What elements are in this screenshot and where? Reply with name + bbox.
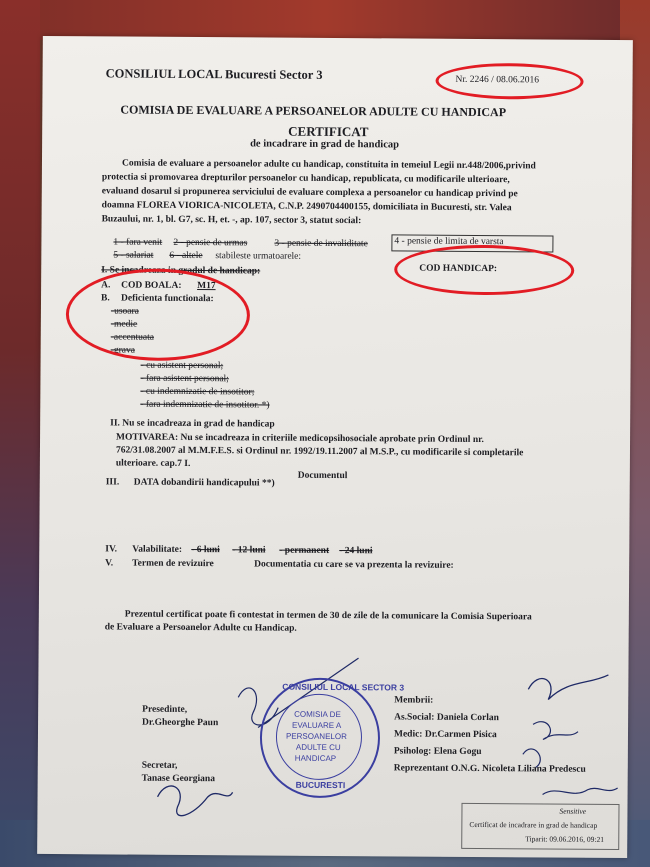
certificate-title: CERTIFICAT xyxy=(288,123,369,140)
red-annotation-cod-boala xyxy=(66,268,251,361)
stamp-ring-bottom: BUCURESTI xyxy=(295,779,346,791)
intro-line-3: evaluand dosarul si propunerea serviciului de evaluare complexa a persoanelor cu handicap privind pe xyxy=(101,186,518,200)
contest-line-2: de Evaluare a Persoanelor Adulte cu Handicap. xyxy=(104,622,297,634)
footer-printed: Tiparit: 09.06.2016, 09:21 xyxy=(525,834,605,844)
status-pensie-invaliditate: 3 - pensie de invaliditate xyxy=(274,238,368,250)
section2-heading: II. Nu se incadreaza in grad de handicap xyxy=(110,418,275,430)
status-pensie-varsta: 4 - pensie de limita de varsta xyxy=(394,236,504,248)
intro-line-5: Buzaului, nr. 1, bl. G7, sc. H, et. -, ap. 107, sector 3, statut social: xyxy=(101,214,362,227)
section1-heading: I. Se incadreaza in gradul de handicap: xyxy=(101,265,261,277)
stamp-line-4: ADULTE CU xyxy=(295,742,341,753)
stamp-line-3: PERSOANELOR xyxy=(285,731,347,742)
stamp-line-5: HANDICAP xyxy=(294,753,337,764)
level-grava: -grava xyxy=(110,345,135,356)
stamp-ring-top: CONSILIUL LOCAL SECTOR 3 xyxy=(282,681,405,693)
assist-cu-asistent: - cu asistent personal; xyxy=(140,360,224,372)
section5-label: V. xyxy=(105,558,114,569)
certificate-paper xyxy=(37,36,633,858)
secretar-label: Secretar, xyxy=(141,760,178,771)
member-medic: Medic: Dr.Carmen Pisica xyxy=(393,729,497,741)
member-as-social: As.Social: Daniela Corlan xyxy=(394,712,499,724)
intro-line-4: doamna FLOREA VIORICA-NICOLETA, C.N.P. 2490704400155, domiciliata in Bucuresti, str. Valea xyxy=(101,200,512,214)
valabilitate-24-luni: - 24 luni xyxy=(339,546,373,557)
footer-sensitive: Sensitive xyxy=(559,806,587,816)
section3-label: III. xyxy=(105,477,120,488)
background-carpet-left xyxy=(0,0,40,867)
level-accentuata: -accentuata xyxy=(110,332,155,343)
member-reprezentant-ong: Reprezentant O.N.G. Nicoleta Liliana Predescu xyxy=(393,763,586,775)
document-number: Nr. 2246 / 08.06.2016 xyxy=(455,74,539,86)
cod-boala-label: COD BOALA: xyxy=(121,280,182,291)
assist-cu-indemnizatie: - cu indemnizatie de insotitor; xyxy=(140,386,255,398)
status-altele: 6 - altele xyxy=(169,250,203,262)
data-dobandirii: DATA dobandirii handicapului **) xyxy=(133,477,275,489)
status-salariat: 5 - salariat xyxy=(113,250,154,261)
valabilitate-6-luni: - 6 luni xyxy=(191,544,220,556)
assist-fara-asistent: - fara asistent personal; xyxy=(140,373,229,385)
section-a-label: A. xyxy=(101,280,111,291)
council-header: CONSILIUL LOCAL Bucuresti Sector 3 xyxy=(105,66,323,82)
membrii-label: Membrii: xyxy=(394,695,434,706)
intro-line-2: protectia si promovarea drepturilor persoanelor cu handicap, republicata, cu modificarile ulterioare, xyxy=(101,172,510,186)
motivare-line-2: 762/31.08.2007 al M.M.F.E.S. si Ordinul nr. 1992/19.11.2007 al M.S.P., cu modificarile si completarile xyxy=(115,445,524,459)
presedinte-name: Dr.Gheorghe Paun xyxy=(142,717,219,729)
secretar-name: Tanase Georgiana xyxy=(141,773,216,785)
stamp-line-1: COMISIA DE xyxy=(294,709,341,720)
background-carpet-top xyxy=(0,0,650,40)
motivare-line-1: MOTIVAREA: Nu se incadreaza in criteriile medicopsihosociale aprobate prin Ordinul nr. xyxy=(116,432,484,446)
stamp-line-2: EVALUARE A xyxy=(292,720,342,731)
valabilitate-permanent: - permanent xyxy=(279,545,330,556)
footer-doc-name: Certificat de incadrare in grad de handicap xyxy=(469,819,598,830)
level-usoara: -usoara xyxy=(110,306,139,317)
intro-line-1: Comisia de evaluare a persoanelor adulte cu handicap, constituita in temeiul Legii nr.448/2006,privind xyxy=(121,158,536,172)
red-annotation-cod-handicap xyxy=(394,244,574,295)
red-annotation-number xyxy=(435,63,583,100)
section-b-label: B. xyxy=(100,293,110,304)
handwritten-signatures xyxy=(137,637,638,840)
member-psiholog: Psiholog: Elena Gogu xyxy=(393,746,482,758)
contest-line-1: Prezentul certificat poate fi contestat in termen de 30 de zile de la comunicare la Comisia Superioara xyxy=(124,609,532,623)
status-pensie-urmas: 2 - pensie de urmas xyxy=(173,237,248,249)
stabileste-text: stabileste urmatoarele: xyxy=(215,251,302,262)
motivare-line-3: ulterioare. cap.7 I. xyxy=(115,458,191,469)
termen-revizuire-label: Termen de revizuire xyxy=(132,558,214,570)
valabilitate-12-luni: - 12 luni xyxy=(232,545,266,556)
presedinte-label: Presedinte, xyxy=(142,704,188,715)
level-medie: -medie xyxy=(110,319,138,330)
status-fara-venit: 1 - fara venit xyxy=(113,237,163,248)
valabilitate-label: Valabilitate: xyxy=(132,544,183,555)
cod-handicap-label: COD HANDICAP: xyxy=(419,263,498,275)
certificate-subtitle: de incadrare in grad de handicap xyxy=(250,138,400,151)
documentatia-label: Documentatia cu care se va prezenta la revizuire: xyxy=(254,559,454,571)
assist-fara-indemnizatie: - fara indemnizatie de insotitor. *) xyxy=(140,399,270,411)
deficienta-label: Deficienta functionala: xyxy=(120,293,214,305)
section4-label: IV. xyxy=(105,544,118,555)
official-stamp xyxy=(260,677,405,798)
cod-boala-value: M17 xyxy=(197,281,216,292)
commission-title: COMISIA DE EVALUARE A PERSOANELOR ADULTE CU HANDICAP xyxy=(120,102,507,120)
documentul-label: Documentul xyxy=(297,470,348,482)
